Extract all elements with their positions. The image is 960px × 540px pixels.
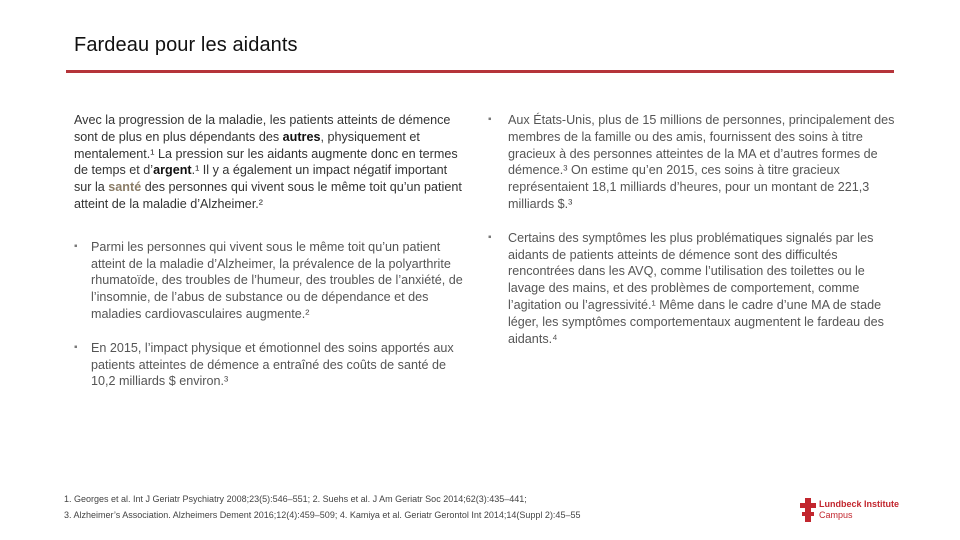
reference-line-2: 3. Alzheimer’s Association. Alzheimers Dement 2016;12(4):459–509; 4. Kamiya et al. Geriatr Gerontol Int 2014;14(Suppl 2):45–55 bbox=[64, 510, 581, 520]
left-bullet-list bbox=[74, 239, 466, 390]
bullet-icon: ▪ bbox=[74, 341, 78, 353]
intro-text-2: , physiquement et mentalement.¹ La pression sur les aidants augmente donc en termes de temps et d’ bbox=[74, 129, 458, 178]
logo-subtitle: Campus bbox=[819, 510, 853, 520]
bullet-text: Certains des symptômes les plus problématiques signalés par les aidants de patients atteints de démence sont des difficultés rencontrées dans les AVQ, comme l’utilisation des toilettes ou le lavage des mains, et des problèmes de comportement, comme l’agitation ou l’agressivité.¹ Même dans le cadre d’une MA de stade léger, les symptômes comportementaux augmentent le fardeau des aidants.⁴ bbox=[508, 230, 884, 346]
intro-bold-autres: autres bbox=[282, 129, 321, 144]
logo-name: Lundbeck Institute bbox=[819, 499, 900, 509]
reference-line-1: 1. Georges et al. Int J Geriatr Psychiatry 2008;23(5):546–551; 2. Suehs et al. J Am Geriatr Soc 2014;62(3):435–441; bbox=[64, 494, 527, 504]
bullet-text: Parmi les personnes qui vivent sous le même toit qu’un patient atteint de la maladie d’Alzheimer, la prévalence de la polyarthrite rhumatoïde, des troubles de l’humeur, des troubles de l’anxiété, de l’insomnie, de l’abus de substance ou de dépendance et des maladies cardiovasculaires augmente.² bbox=[91, 239, 463, 321]
references bbox=[64, 491, 764, 523]
intro-text-3: .¹ Il y a également un impact négatif important sur la bbox=[74, 163, 448, 195]
intro-paragraph bbox=[74, 112, 466, 213]
lundbeck-logo bbox=[800, 498, 904, 522]
bullet-icon: ▪ bbox=[488, 114, 492, 125]
right-bullet-list bbox=[488, 112, 898, 347]
logo-mark-icon bbox=[800, 498, 816, 522]
intro-highlight-sante: santé bbox=[108, 180, 142, 195]
intro-text-4: des personnes qui vivent sous le même toit qu’un patient atteint de la maladie d’Alzheimer.² bbox=[74, 180, 462, 211]
intro-bold-argent: argent bbox=[153, 163, 192, 178]
intro-text-1: Avec la progression de la maladie, les patients atteints de démence sont de plus en plus dépendants des bbox=[74, 113, 451, 144]
left-column bbox=[74, 112, 466, 390]
list-item bbox=[74, 239, 466, 323]
title-divider bbox=[66, 70, 894, 73]
list-item bbox=[488, 230, 898, 348]
bullet-text: Aux États-Unis, plus de 15 millions de personnes, principalement des membres de la famille ou des amis, fournissent des soins à titre gracieux à des personnes atteintes de la MA et d’autres formes de démence.³ On estime qu’en 2015, ces soins à titre gracieux représentaient 18,1 milliards d’heures, pour un montant de 221,3 milliards $.³ bbox=[508, 113, 895, 211]
bullet-icon: ▪ bbox=[74, 240, 78, 252]
bullet-text: En 2015, l’impact physique et émotionnel des soins apportés aux patients atteintes de démence a entraîné des coûts de santé de 10,2 milliards $ environ.³ bbox=[91, 340, 454, 389]
slide-title: Fardeau pour les aidants bbox=[74, 34, 298, 56]
list-item bbox=[74, 340, 466, 390]
bullet-icon: ▪ bbox=[488, 231, 492, 243]
list-item bbox=[488, 112, 898, 213]
right-column bbox=[488, 112, 898, 347]
